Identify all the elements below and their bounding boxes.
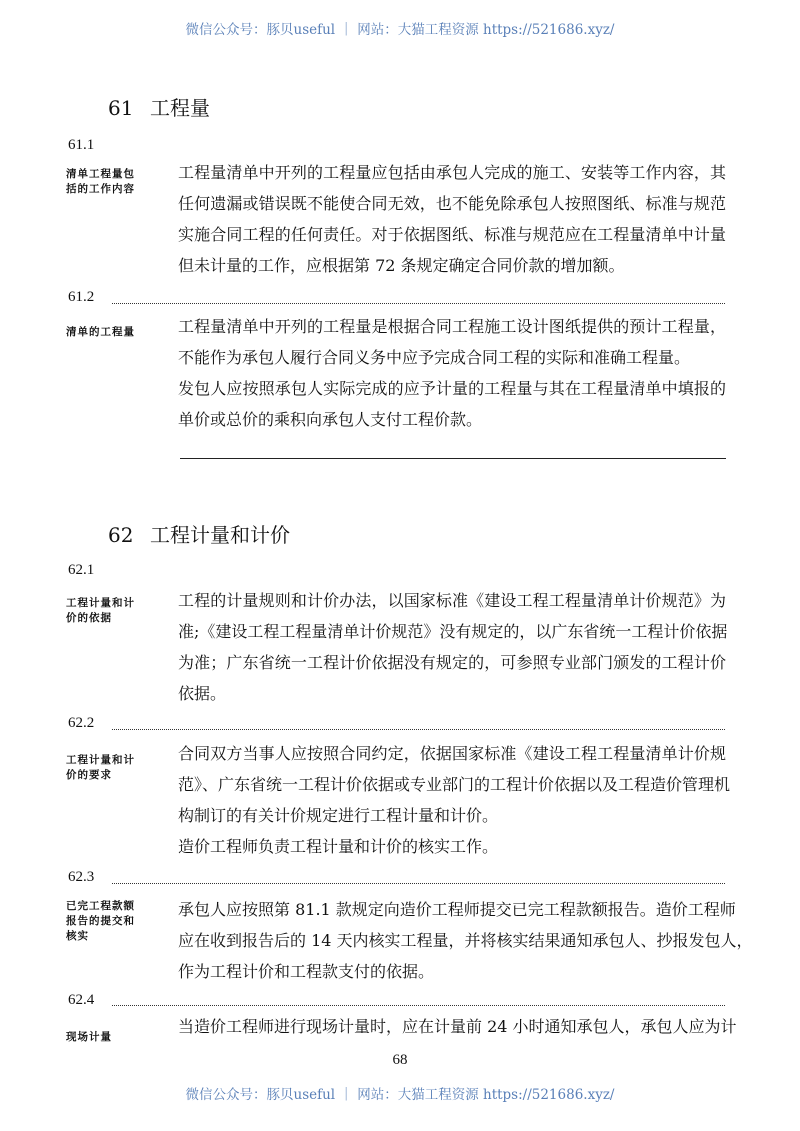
side-label-line: 清单的工程量 [66,326,135,338]
body-text-line: 实施合同工程的任何责任。对于依据图纸、标准与规范应在工程量清单中计量 [178,225,726,244]
body-text-line: 依据。 [178,684,227,703]
clause-body [178,1011,737,1042]
clause-body [178,157,726,281]
side-label-line: 核实 [66,930,89,942]
clause-side-label [66,325,150,340]
clause-number: 62.3 [68,869,95,885]
clause-body [178,311,726,435]
side-label-line: 现场计量 [66,1031,112,1043]
body-text-line: 工程的计量规则和计价办法，以国家标准《建设工程工程量清单计价规范》为 [178,591,726,610]
body-text-line: 工程量清单中开列的工程量应包括由承包人完成的施工、安装等工作内容，其 [178,163,726,182]
clause-side-label [66,596,150,626]
body-text-line: 构制订的有关计价规定进行工程计量和计价。 [178,806,499,825]
body-text-line: 应在收到报告后的 14 天内核实工程量，并将核实结果通知承包人、抄报发包人， [178,931,753,950]
clause-body [178,585,726,709]
side-label-line: 价的依据 [66,612,112,624]
body-text-line: 承包人应按照第 81.1 款规定向造价工程师提交已完工程款额报告。造价工程师 [178,900,736,919]
clause-side-label [66,753,150,783]
section-number: 61 [108,96,134,120]
section-heading-62 [108,523,290,547]
side-label-line: 报告的提交和 [66,915,135,927]
clause-number: 61.1 [68,137,95,153]
clause-number: 62.4 [68,992,95,1008]
dotted-separator [112,1005,725,1006]
dotted-separator [112,883,725,884]
clause-body [178,738,731,862]
section-heading-61 [108,96,210,120]
side-label-line: 工程计量和计 [66,597,135,609]
section-end-rule [180,458,726,459]
body-text-line: 工程量清单中开列的工程量是根据合同工程施工设计图纸提供的预计工程量， [178,317,726,336]
clause-side-label [66,899,150,944]
dotted-separator [112,729,725,730]
clause-number: 62.2 [68,715,95,731]
side-label-line: 工程计量和计 [66,754,135,766]
clause-number: 62.1 [68,562,95,578]
page-number: 68 [392,1052,408,1068]
body-text-line: 不能作为承包人履行合同义务中应予完成合同工程的实际和准确工程量。 [178,348,691,367]
side-label-line: 清单工程量包 [66,168,135,180]
body-text-line: 作为工程计价和工程款支付的依据。 [178,962,435,981]
clause-side-label [66,167,150,197]
body-text-line: 单价或总价的乘积向承包人支付工程价款。 [178,410,483,429]
side-label-line: 价的要求 [66,769,112,781]
clause-number: 61.2 [68,289,95,305]
body-text-line: 合同双方当事人应按照合同约定，依据国家标准《建设工程工程量清单计价规 [178,744,726,763]
clause-side-label [66,1030,150,1045]
side-label-line: 已完工程款额 [66,900,135,912]
body-text-line: 造价工程师负责工程计量和计价的核实工作。 [178,837,499,856]
body-text-line: 当造价工程师进行现场计量时，应在计量前 24 小时通知承包人，承包人应为计 [178,1017,737,1036]
section-title: 工程计量和计价 [150,523,290,547]
body-text-line: 范》、广东省统一工程计价依据或专业部门的工程计价依据以及工程造价管理机 [178,775,731,794]
body-text-line: 任何遗漏或错误既不能使合同无效，也不能免除承包人按照图纸、标准与规范 [178,194,726,213]
side-label-line: 括的工作内容 [66,183,135,195]
clause-body [178,894,753,987]
body-text-line: 发包人应按照承包人实际完成的应予计量的工程量与其在工程量清单中填报的 [178,379,726,398]
header-watermark: 微信公众号：豚贝useful ｜ 网站：大猫工程资源 https://521686.xyz/ [185,22,615,38]
dotted-separator [112,303,725,304]
body-text-line: 为准；广东省统一工程计价依据没有规定的，可参照专业部门颁发的工程计价 [178,653,726,672]
footer-watermark: 微信公众号：豚贝useful ｜ 网站：大猫工程资源 https://521686.xyz/ [185,1087,615,1103]
body-text-line: 但未计量的工作，应根据第 72 条规定确定合同价款的增加额。 [178,256,625,275]
body-text-line: 准;《建设工程工程量清单计价规范》没有规定的，以广东省统一工程计价依据 [178,622,728,641]
section-number: 62 [108,523,134,547]
section-title: 工程量 [150,96,210,120]
